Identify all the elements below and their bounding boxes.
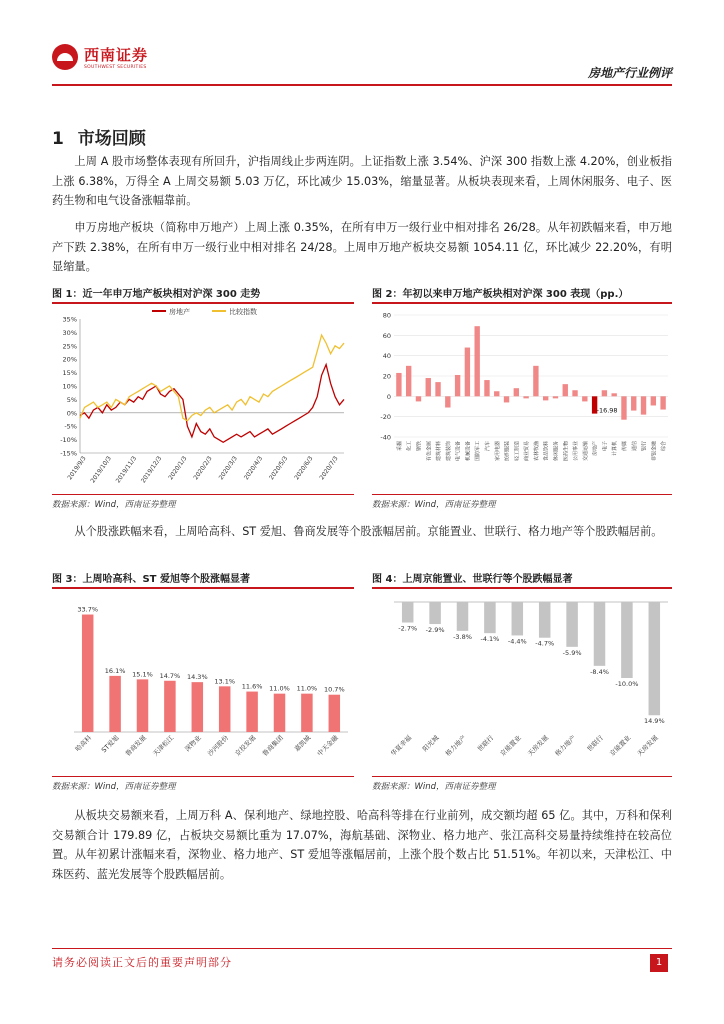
fig2-x-tick: 钢铁 [416, 441, 423, 452]
fig4-bar [649, 602, 661, 715]
fig3-x-tick: 深物业 [183, 733, 203, 754]
fig2-x-tick: 汽车 [484, 441, 491, 452]
fig2-bar [523, 396, 528, 398]
fig2-y-tick: 20 [382, 372, 391, 381]
fig4-bar [512, 602, 524, 635]
fig1-x-tick: 2020/4/3 [242, 455, 265, 482]
fig4-bottom-rule [372, 776, 672, 777]
fig2-bar [602, 390, 607, 396]
fig1-y-tick: 20% [62, 355, 77, 364]
fig1-x-tick: 2019/9/3 [66, 455, 88, 482]
fig2-x-tick: 电气设备 [455, 441, 462, 462]
fig2-x-tick: 建筑材料 [436, 441, 443, 462]
fig2-y-tick: 80 [382, 311, 391, 320]
fig2-x-tick: 交通运输 [582, 441, 589, 462]
fig2-bar [455, 375, 460, 396]
fig1-x-tick: 2019/10/3 [89, 455, 113, 485]
paragraph-stocks: 从个股涨跌幅来看，上周哈高科、ST 爱旭、鲁商发展等个股涨幅居前。京能置业、世联行、格力地产等个股跌幅居前。 [74, 525, 663, 538]
page-header [0, 0, 724, 90]
fig3-x-tick: 京投发展 [233, 733, 258, 758]
fig1-y-tick: 10% [62, 382, 77, 391]
fig2-y-tick: -40 [380, 433, 391, 442]
fig3-data-label: 16.1% [104, 666, 126, 675]
fig2-bar-chart [372, 305, 672, 490]
fig2-x-tick: 食品饮料 [543, 441, 550, 462]
header-divider [52, 84, 672, 86]
logo-mark-icon [52, 44, 78, 70]
fig4-data-label: -8.4% [590, 667, 609, 676]
fig1-y-tick: 5% [66, 395, 77, 404]
fig3-top-rule [52, 587, 354, 589]
fig2-bar [416, 396, 421, 401]
logo-en-text: SOUTHWEST SECURITIES [84, 65, 147, 70]
fig3-data-label: 14.3% [186, 673, 208, 682]
fig1-title: 图 1：近一年申万地产板块相对沪深 300 走势 [52, 289, 261, 300]
page-number: 1 [650, 954, 668, 972]
fig2-x-tick: 有色金属 [426, 441, 433, 462]
fig2-x-tick: 公用事业 [573, 441, 580, 462]
fig2-y-tick: 0 [386, 392, 391, 401]
fig2-y-tick: 60 [382, 331, 391, 340]
fig3-data-label: 14.7% [159, 671, 181, 680]
fig1-line-chart [52, 305, 354, 490]
fig4-x-tick: 天房发展 [526, 733, 551, 758]
fig2-bar [465, 348, 470, 397]
fig4-bar [484, 602, 496, 633]
fig1-y-tick: -5% [64, 422, 77, 431]
fig4-data-label: -2.9% [425, 626, 445, 635]
fig4-source: 数据来源：Wind，西南证券整理 [372, 782, 496, 792]
fig4-data-label: -10.0% [615, 680, 639, 688]
fig1-x-tick: 2020/3/3 [217, 455, 239, 482]
fig4-bar [594, 602, 606, 666]
fig3-data-label: 15.1% [132, 670, 153, 679]
fig2-source: 数据来源：Wind，西南证券整理 [372, 500, 496, 510]
fig4-bar [429, 602, 441, 624]
section-number: 1 [52, 129, 64, 149]
fig3-bar [301, 694, 313, 732]
fig2-bottom-rule [372, 494, 672, 495]
fig2-bar [563, 384, 568, 396]
fig2-x-tick: 综合 [661, 441, 668, 452]
fig4-x-tick: 格力地产 [443, 733, 468, 758]
fig4-data-label: -4.7% [535, 639, 555, 648]
fig3-bar [274, 694, 286, 732]
fig3-bar [164, 681, 176, 732]
company-logo [52, 44, 148, 70]
fig2-bar [582, 396, 587, 401]
fig3-bar [246, 692, 258, 732]
fig3-bar [82, 615, 94, 732]
fig2-bar [553, 396, 558, 398]
fig1-series-benchmark [80, 335, 344, 421]
fig2-top-rule [372, 302, 672, 304]
footer-disclaimer: 请务必阅读正文后的重要声明部分 [52, 956, 232, 969]
fig1-x-tick: 2020/6/3 [293, 455, 315, 482]
fig1-x-tick: 2020/1/3 [167, 455, 189, 482]
fig3-x-tick: 鲁商集团 [260, 733, 285, 758]
fig1-legend-label: 房地产 [169, 308, 190, 316]
fig2-bar [621, 396, 626, 419]
fig2-x-tick: 银行 [641, 441, 648, 452]
fig3-x-tick: 鲁商发展 [123, 733, 148, 758]
fig2-x-tick: 商业贸易 [524, 441, 531, 462]
fig3-bottom-rule [52, 776, 354, 777]
fig4-x-tick: 京能置业 [608, 733, 633, 758]
fig4-data-label: 14.9% [643, 717, 665, 726]
fig4-bar [621, 602, 633, 678]
fig2-bar [543, 396, 548, 400]
fig2-x-tick: 通信 [631, 441, 638, 452]
fig4-x-tick: 世联行 [585, 733, 605, 754]
fig1-source: 数据来源：Wind，西南证券整理 [52, 500, 176, 510]
fig4-bar [457, 602, 469, 631]
fig4-data-label: -2.7% [398, 624, 418, 633]
fig2-x-tick: 轻工制造 [514, 441, 521, 462]
fig3-bar [109, 676, 121, 732]
fig2-bar [631, 396, 636, 410]
fig1-y-tick: 35% [62, 315, 77, 324]
fig2-bar [396, 373, 401, 396]
fig2-y-tick: -20 [380, 413, 391, 422]
fig2-bar [611, 393, 616, 396]
fig2-x-tick: 医药生物 [563, 441, 570, 462]
fig2-x-tick: 农林牧渔 [533, 441, 540, 462]
fig1-y-tick: -15% [60, 449, 77, 458]
fig2-bar [641, 396, 646, 414]
fig3-bar-chart [52, 592, 354, 772]
fig1-x-tick: 2020/2/3 [192, 455, 214, 482]
fig2-bar [514, 388, 519, 396]
fig3-data-label: 11.0% [269, 684, 290, 693]
fig2-bar [533, 366, 538, 396]
fig4-data-label: -4.1% [480, 635, 500, 644]
fig1-x-tick: 2019/12/3 [139, 455, 164, 485]
fig2-bar [484, 380, 489, 396]
fig1-bottom-rule [52, 494, 354, 495]
fig2-x-tick: 休闲服务 [553, 441, 560, 462]
fig1-y-tick: 25% [62, 342, 77, 351]
fig1-y-tick: 15% [62, 369, 77, 378]
paragraph-realestate: 申万房地产板块（简称申万地产）上周上涨 0.35%，在所有申万一级行业中相对排名 26/28。从年初跌幅来看，申万地产下跌 2.38%，在所有申万一级行业中相对排名 24/28。上周申万地产板块交易额 1054.11 亿，环比减少 22.20%，有明显缩量。 [52, 221, 672, 273]
fig1-x-tick: 2020/5/3 [268, 455, 290, 482]
fig2-y-tick: 40 [382, 352, 391, 361]
fig2-bar [406, 366, 411, 396]
fig1-y-tick: 0% [66, 409, 77, 418]
fig4-x-tick: 京能置业 [498, 733, 523, 758]
fig1-x-tick: 2020/7/3 [318, 455, 340, 482]
fig4-x-tick: 格力地产 [553, 733, 578, 758]
fig1-x-tick: 2019/11/3 [114, 455, 139, 485]
fig1-legend-label: 比较指数 [229, 308, 257, 316]
fig1-top-rule [52, 302, 354, 304]
fig2-bar [504, 396, 509, 402]
fig2-bar [651, 396, 656, 405]
fig3-x-tick: 中天金融 [315, 733, 340, 758]
fig2-x-tick: 采掘 [396, 441, 403, 452]
fig2-x-tick: 非银金融 [651, 441, 658, 462]
fig1-y-tick: -10% [60, 436, 77, 445]
fig3-x-tick: ST爱旭 [99, 733, 121, 755]
fig2-bar [474, 326, 479, 396]
fig2-title: 图 2：年初以来申万地产板块相对沪深 300 表现（pp.） [372, 289, 629, 300]
report-type: 房地产行业例评 [587, 66, 672, 80]
fig3-data-label: 11.6% [241, 682, 263, 691]
fig4-title: 图 4：上周京能置业、世联行等个股跌幅显著 [372, 574, 573, 585]
fig4-x-tick: 天房发展 [635, 733, 660, 758]
fig4-data-label: -4.4% [507, 637, 527, 646]
fig4-bar-chart [372, 592, 672, 772]
fig2-x-tick: 国防军工 [475, 441, 482, 462]
fig2-x-tick: 房地产 [592, 441, 599, 457]
fig2-x-tick: 纺织服装 [504, 441, 511, 462]
fig3-data-label: 33.7% [77, 605, 99, 614]
fig2-highlight-label: -16.98 [596, 406, 618, 415]
fig3-x-tick: 哈高科 [73, 733, 94, 754]
fig4-top-rule [372, 587, 672, 589]
section-title-text: 市场回顾 [77, 129, 146, 149]
fig3-bar [329, 695, 341, 732]
fig4-x-tick: 阳光城 [421, 733, 441, 754]
fig2-x-tick: 计算机 [612, 441, 619, 457]
fig4-bar [402, 602, 414, 623]
fig2-bar [494, 391, 499, 396]
fig2-bar [445, 396, 450, 407]
fig2-x-tick: 建筑装饰 [445, 441, 452, 462]
fig4-data-label: -3.8% [453, 632, 472, 641]
fig2-x-tick: 化工 [406, 441, 413, 452]
fig4-x-tick: 华夏幸福 [389, 733, 414, 758]
fig3-data-label: 11.0% [296, 684, 318, 693]
fig2-x-tick: 机械设备 [465, 441, 472, 462]
fig3-source: 数据来源：Wind，西南证券整理 [52, 782, 176, 792]
section-title [52, 124, 146, 149]
fig3-bar [137, 679, 149, 732]
fig2-x-tick: 家用电器 [494, 441, 501, 462]
fig4-x-tick: 世联行 [475, 733, 496, 754]
fig4-bar [539, 602, 551, 638]
fig1-series-realestate [80, 365, 344, 443]
footer-divider [52, 948, 672, 949]
fig3-x-tick: 嘉凯城 [292, 733, 313, 754]
fig3-x-tick: 天津松江 [151, 733, 176, 758]
fig2-bar [435, 382, 440, 396]
paragraph-turnover: 从板块交易额来看，上周万科 A、保利地产、绿地控股、哈高科等排在行业前列，成交额均超 65 亿。其中，万科和保利交易额合计 179.89 亿，占板块交易额比重为 17.07%，海航基础、深物业、格力地产、张江高科交易量持续维持在较高位置。从年初累计涨幅来看，深物业、格力地产、ST 爱旭等涨幅居前，上涨个股个数占比 51.51%。年初以来，天津松江、中珠医药、蓝光发展等个股跌幅居前。 [52, 809, 672, 881]
fig2-bar [572, 390, 577, 396]
paragraph-market: 上周 A 股市场整体表现有所回升，沪指周线止步两连阴。上证指数上涨 3.54%、沪深 300 指数上涨 4.20%，创业板指上涨 6.38%，万得全 A 上周交易额 5.03 万亿，环比减少 15.03%，缩量显著。从板块表现来看，上周休闲服务、电子、医药生物和电气设备涨幅靠前。 [52, 155, 672, 207]
fig1-y-tick: 30% [62, 328, 77, 337]
fig3-data-label: 13.1% [214, 677, 236, 686]
fig2-bar [660, 396, 665, 409]
fig3-x-tick: 沙河股份 [206, 733, 231, 758]
fig3-bar [192, 682, 204, 732]
fig4-bar [566, 602, 578, 647]
fig3-title: 图 3：上周哈高科、ST 爱旭等个股涨幅显著 [52, 574, 250, 585]
fig3-bar [219, 686, 231, 732]
fig4-data-label: -5.9% [562, 648, 582, 657]
logo-cn-text: 西南证券 [84, 46, 149, 64]
fig2-x-tick: 传媒 [621, 441, 628, 452]
fig2-bar [426, 378, 431, 396]
fig3-data-label: 10.7% [323, 685, 345, 694]
fig2-x-tick: 电子 [602, 441, 609, 452]
